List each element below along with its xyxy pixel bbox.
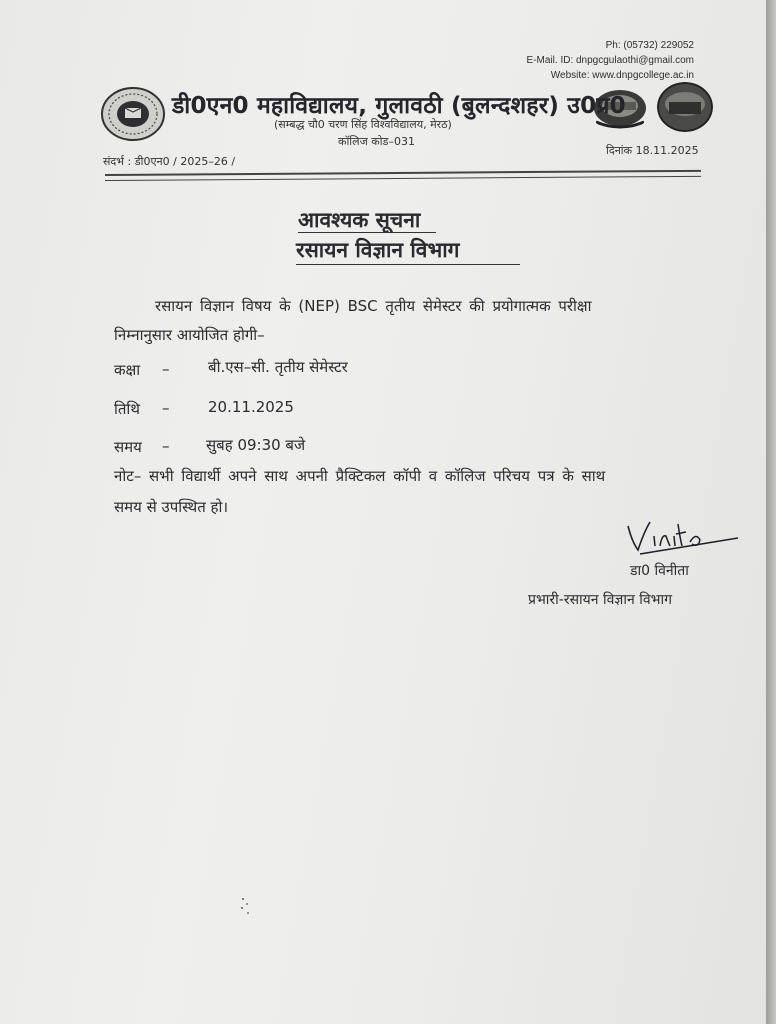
department-title: रसायन विज्ञान विभाग: [296, 238, 460, 262]
affiliation-text: (सम्बद्ध चौ0 चरण सिंह विश्वविद्यालय, मेरठ): [274, 118, 452, 131]
notice-title-underline: [298, 232, 436, 233]
college-name: डी0एन0 महाविद्यालय, गुलावठी (बुलन्दशहर) उ0प्र0: [172, 93, 626, 119]
class-label: कक्षा: [114, 361, 141, 379]
notice-paragraph-line-2: निम्नानुसार आयोजित होगी–: [114, 326, 265, 344]
exam-time-label: समय: [114, 438, 142, 456]
college-seal-icon: [100, 86, 166, 142]
reference-number: संदर्भ : डी0एन0 / 2025–26 /: [103, 155, 236, 168]
signer-title: प्रभारी-रसायन विज्ञान विभाग: [528, 592, 672, 608]
letter-date: दिनांक 18.11.2025: [606, 144, 699, 157]
exam-time-value: सुबह 09:30 बजे: [206, 436, 306, 454]
handwritten-signature: [620, 512, 740, 556]
exam-date-value: 20.11.2025: [208, 398, 294, 416]
paper-edge: [766, 0, 776, 1024]
signer-name: डा0 विनीता: [630, 563, 689, 579]
college-code: कॉलिज कोड–031: [338, 135, 415, 148]
department-title-underline: [296, 264, 520, 265]
notice-paragraph-line-1: रसायन विज्ञान विषय के (NEP) BSC तृतीय सेमेस्टर की प्रयोगात्मक परीक्षा: [155, 297, 592, 315]
class-value: बी.एस–सी. तृतीय सेमेस्टर: [208, 358, 348, 376]
phone-number: Ph: (05732) 229052: [605, 40, 694, 51]
class-dash: –: [162, 360, 170, 378]
website-address: Website: www.dnpgcollege.ac.in: [550, 70, 694, 81]
college-building-photo-icon: [657, 82, 713, 132]
exam-time-dash: –: [162, 437, 170, 455]
paper-specks: [238, 896, 254, 918]
exam-date-dash: –: [162, 399, 170, 417]
email-address: E-Mail. ID: dnpgcgulaothi@gmail.com: [526, 55, 694, 66]
note-line-2: समय से उपस्थित हो।: [114, 498, 229, 516]
exam-date-label: तिथि: [114, 400, 140, 418]
notice-title: आवश्यक सूचना: [298, 208, 421, 232]
note-line-1: नोट– सभी विद्यार्थी अपने साथ अपनी प्रैक्टिकल कॉपी व कॉलिज परिचय पत्र के साथ: [114, 467, 606, 485]
